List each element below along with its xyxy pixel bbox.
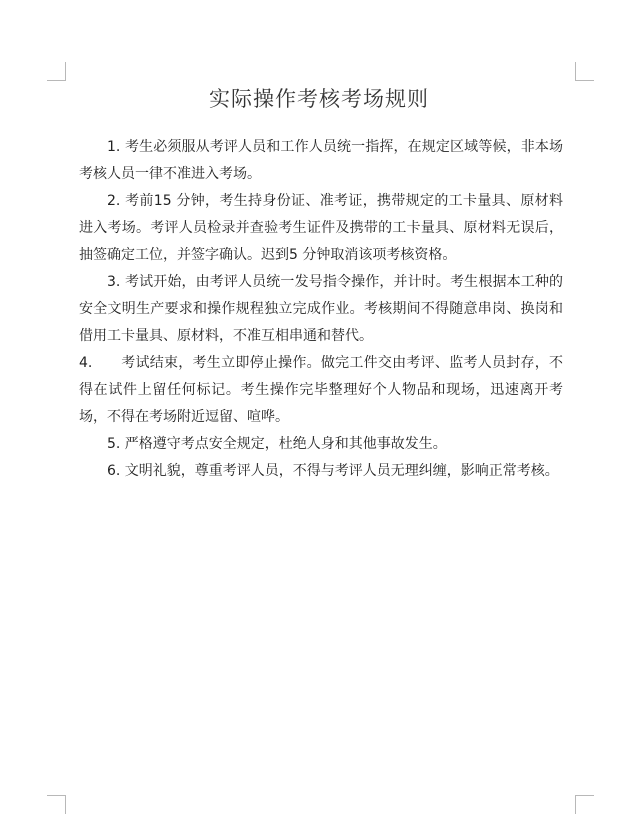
- rule-5: 5. 严格遵守考点安全规定，杜绝人身和其他事故发生。: [107, 436, 447, 452]
- rule-6: 6. 文明礼貌，尊重考评人员，不得与考评人员无理纠缠，影响正常考核。: [107, 463, 559, 479]
- document-title: 实际操作考核考场规则: [209, 87, 429, 111]
- crop-mark-bottom-left: [47, 795, 66, 814]
- crop-mark-top-left: [47, 62, 66, 81]
- rule-4: [79, 350, 563, 431]
- crop-mark-top-right: [575, 62, 594, 81]
- rule-1: 1. 考生必须服从考评人员和工作人员统一指挥，在规定区域等候，非本场考核人员一律不准进入考场。: [79, 139, 563, 182]
- rule-3: 3. 考试开始，由考评人员统一发号指令操作，并计时。考生根据本工种的安全文明生产要求和操作规程独立完成作业。考核期间不得随意串岗、换岗和借用工卡量具、原材料，不准互相串通和替代。: [79, 274, 563, 344]
- crop-mark-bottom-right: [575, 795, 594, 814]
- rule-4-text: 考试结束，考生立即停止操作。做完工件交由考评、监考人员封存，不得在试件上留任何标记。考生操作完毕整理好个人物品和现场，迅速离开考场，不得在考场附近逗留、喧哗。: [79, 355, 563, 425]
- rule-2: 2. 考前15 分钟，考生持身份证、准考证，携带规定的工卡量具、原材料进入考场。考评人员检录并查验考生证件及携带的工卡量具、原材料无误后，抽签确定工位，并签字确认。迟到5 分钟取消该项考核资格。: [79, 193, 563, 263]
- rule-4-number: 4.: [79, 355, 93, 371]
- document-body: [79, 134, 563, 485]
